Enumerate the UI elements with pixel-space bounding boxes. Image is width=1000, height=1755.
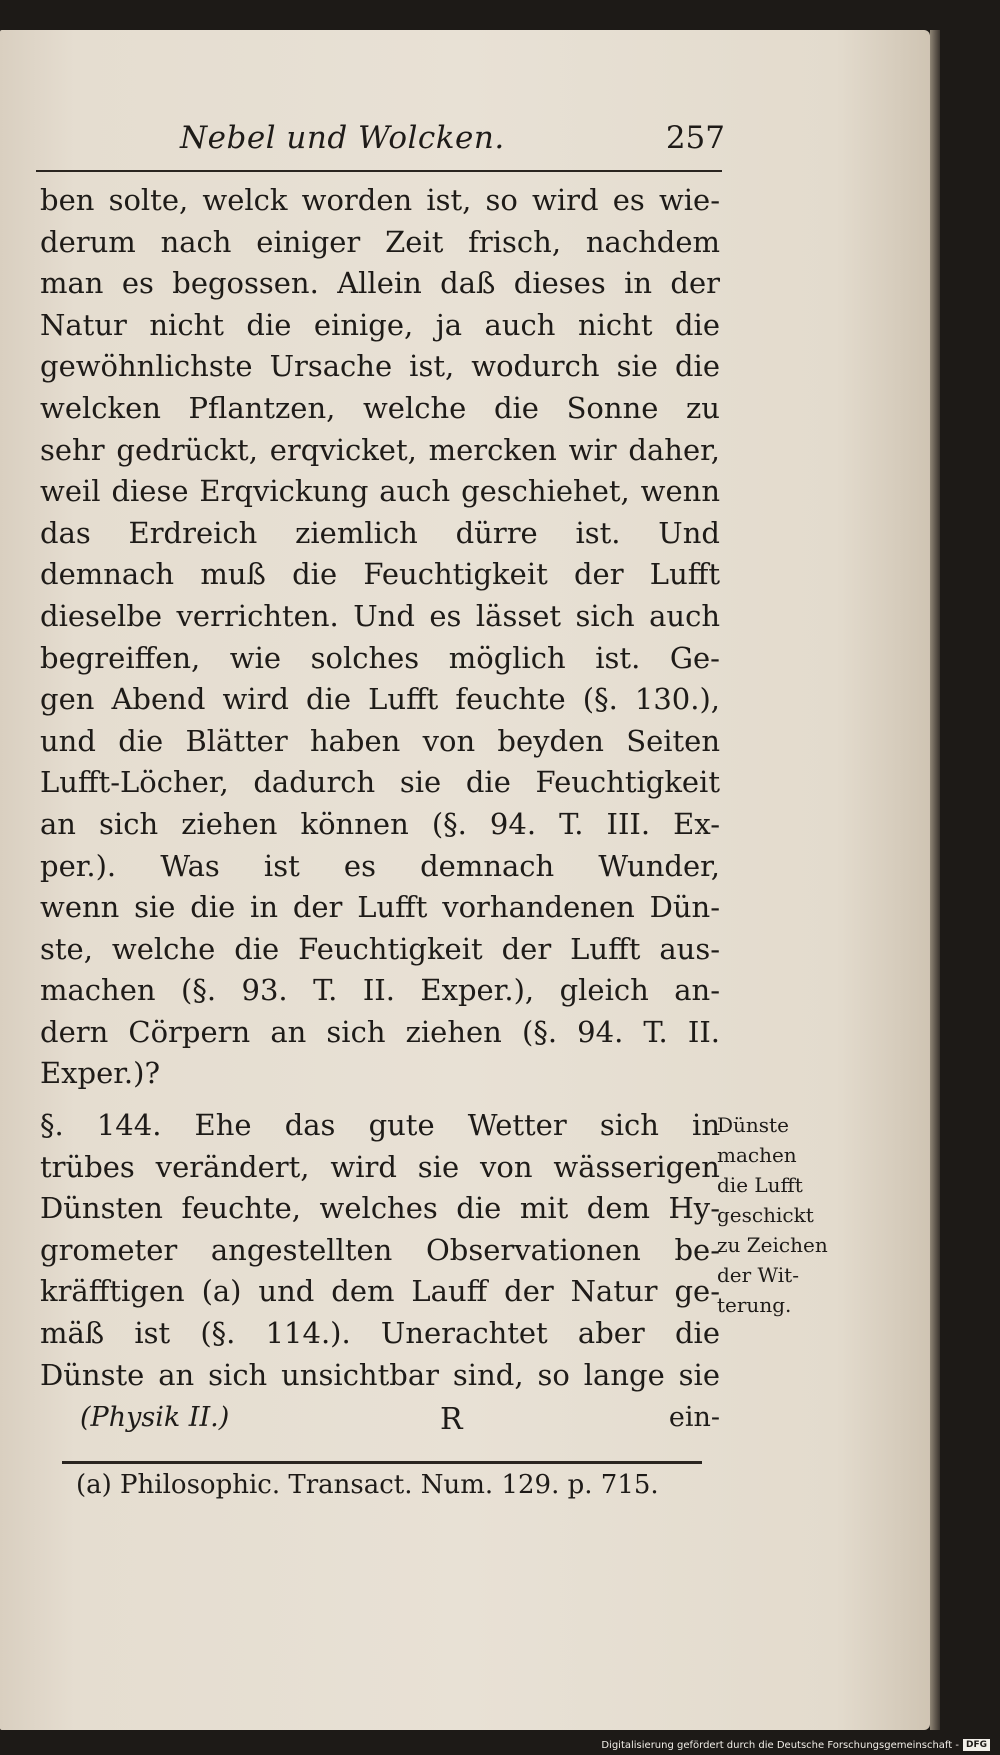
signature-row bbox=[80, 1402, 720, 1442]
margin-note-line: die Lufft bbox=[717, 1173, 803, 1197]
section-line: Dünste an sich unsichtbar sind, so lange sie bbox=[40, 1357, 720, 1392]
margin-note-line: machen bbox=[717, 1143, 797, 1167]
margin-note-line: Dünste bbox=[717, 1113, 789, 1137]
digitization-credit bbox=[601, 1739, 990, 1751]
text-line: man es begossen. Allein daß dieses in der bbox=[40, 266, 720, 301]
section-line: trübes verändert, wird sie von wässerigen bbox=[40, 1149, 720, 1184]
credit-text: Digitalisierung gefördert durch die Deutsche Forschungsgemeinschaft - bbox=[601, 1739, 959, 1751]
footnote: (a) Philosophic. Transact. Num. 129. p. 715. bbox=[76, 1470, 659, 1500]
text-line: Exper.)? bbox=[40, 1056, 161, 1091]
text-line: welcken Pflantzen, welche die Sonne zu bbox=[40, 390, 720, 425]
footnote-rule bbox=[62, 1461, 702, 1464]
text-line: dieselbe verrichten. Und es lässet sich auch bbox=[40, 598, 720, 633]
text-line: an sich ziehen können (§. 94. T. III. Ex- bbox=[40, 806, 720, 841]
section-line: grometer angestellten Observationen be- bbox=[40, 1232, 720, 1267]
margin-note-line: terung. bbox=[717, 1293, 792, 1317]
text-line: machen (§. 93. T. II. Exper.), gleich an- bbox=[40, 973, 720, 1008]
page-header bbox=[160, 120, 725, 164]
gathering-mark: R bbox=[440, 1402, 463, 1437]
text-line: demnach muß die Feuchtigkeit der Lufft bbox=[40, 557, 720, 592]
margin-note-line: zu Zeichen bbox=[717, 1233, 828, 1257]
section-line: Dünsten feuchte, welches die mit dem Hy- bbox=[40, 1191, 720, 1226]
section-line: kräfftigen (a) und dem Lauff der Natur ge- bbox=[40, 1274, 720, 1309]
catchword: ein- bbox=[668, 1402, 720, 1433]
text-line: dern Cörpern an sich ziehen (§. 94. T. II. bbox=[40, 1014, 720, 1049]
text-line: gen Abend wird die Lufft feuchte (§. 130.), bbox=[40, 682, 720, 717]
text-line: gewöhnlichste Ursache ist, wodurch sie die bbox=[40, 349, 720, 384]
text-line: das Erdreich ziemlich dürre ist. Und bbox=[40, 515, 720, 550]
text-line: sehr gedrückt, erqvicket, mercken wir daher, bbox=[40, 432, 720, 467]
text-line: Natur nicht die einige, ja auch nicht die bbox=[40, 307, 720, 342]
margin-note-line: geschickt bbox=[717, 1203, 814, 1227]
main-text bbox=[40, 180, 720, 1396]
text-line: Lufft-Löcher, dadurch sie die Feuchtigkeit bbox=[40, 765, 720, 800]
printer-signature: (Physik II.) bbox=[80, 1402, 230, 1433]
section-line: mäß ist (§. 114.). Unerachtet aber die bbox=[40, 1316, 720, 1351]
dfg-logo: DFG bbox=[963, 1739, 990, 1751]
text-line: per.). Was ist es demnach Wunder, bbox=[40, 848, 720, 883]
section-line: §. 144. Ehe das gute Wetter sich in bbox=[40, 1108, 720, 1143]
page-number: 257 bbox=[665, 120, 725, 156]
running-title: Nebel und Wolcken. bbox=[180, 120, 505, 156]
margin-note-line: der Wit- bbox=[717, 1263, 799, 1287]
text-line: und die Blätter haben von beyden Seiten bbox=[40, 723, 720, 758]
text-line: derum nach einiger Zeit frisch, nachdem bbox=[40, 224, 720, 259]
text-line: wenn sie die in der Lufft vorhandenen Dün- bbox=[40, 890, 720, 925]
margin-note bbox=[717, 1110, 857, 1320]
text-line: weil diese Erqvickung auch geschiehet, wenn bbox=[40, 474, 720, 509]
text-line: ste, welche die Feuchtigkeit der Lufft aus- bbox=[40, 931, 720, 966]
header-rule bbox=[36, 170, 722, 172]
text-line: begreiffen, wie solches möglich ist. Ge- bbox=[40, 640, 720, 675]
page-edge-shadow bbox=[930, 30, 940, 1730]
text-line: ben solte, welck worden ist, so wird es wie- bbox=[40, 183, 720, 217]
